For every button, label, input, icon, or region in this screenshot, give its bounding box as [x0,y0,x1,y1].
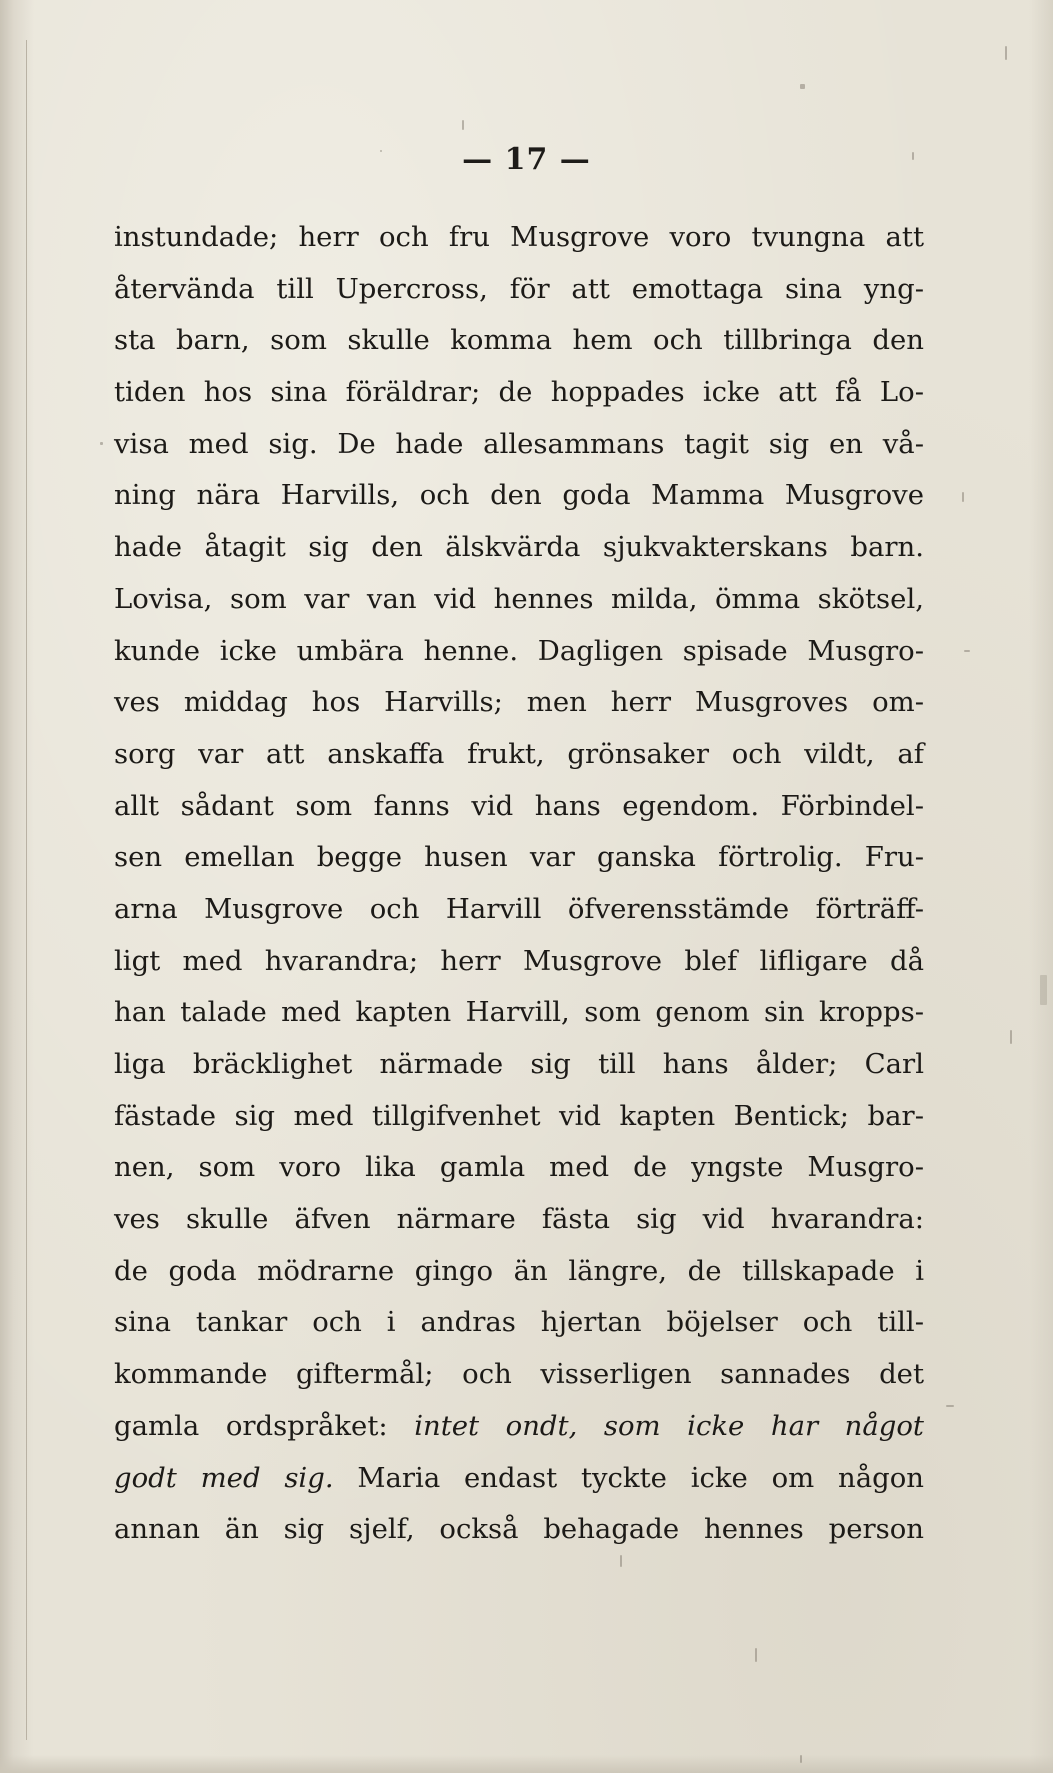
text-segment: sta barn, som skulle komma hem och tillbringa den [114,324,924,357]
text-segment: ning nära Harvills, och den goda Mamma Musgrove [114,479,924,512]
paper-speck [462,120,464,130]
paper-speck [800,1755,802,1763]
text-segment: allt sådant som fanns vid hans egendom. Förbindel- [114,789,924,822]
page-bottom-edge [0,1755,1053,1773]
italic-text: godt med sig. [114,1461,334,1494]
text-segment: liga bräcklighet närmade sig till hans ålder; Carl [114,1048,924,1080]
text-segment: han talade med kapten Harvill, som genom sin kropps- [114,996,924,1029]
text-line [114,1142,924,1194]
text-segment: sorg var att anskaffa frukt, grönsaker och vildt, af [114,737,924,770]
text-segment: visa med sig. De hade allesammans tagit sig en vå- [114,427,924,460]
text-line [114,367,924,419]
paper-speck [946,1405,954,1407]
text-segment: sen emellan begge husen var ganska förtrolig. Fru- [114,841,924,874]
text-segment: ligt med hvarandra; herr Musgrove blef lifligare då [114,944,924,977]
text-line [114,470,924,522]
text-line [114,1297,924,1349]
text-segment: Maria endast tyckte icke om någon [333,1461,924,1494]
text-segment: instundade; herr och fru Musgrove voro tvungna att [114,221,924,253]
paper-speck [620,1555,622,1567]
text-line [114,729,924,781]
text-line [114,1349,924,1401]
text-segment: fästade sig med tillgifvenhet vid kapten Bentick; bar- [114,1099,924,1132]
text-line [114,1246,924,1298]
text-line [114,522,924,574]
paper-speck [1040,975,1047,1005]
text-segment: sina tankar och i andras hjertan böjelser och till- [114,1306,924,1339]
text-line [114,1401,924,1453]
text-segment: tiden hos sina föräldrar; de hoppades icke att få Lo- [114,376,924,409]
text-line [114,315,924,367]
text-segment: ves middag hos Harvills; men herr Musgroves om- [114,686,924,719]
text-segment: Lovisa, som var van vid hennes milda, ömma skötsel, [114,582,924,615]
text-segment: nen, som voro lika gamla med de yngste Musgro- [114,1151,924,1184]
paper-speck [800,84,805,89]
text-segment: hade åtagit sig den älskvärda sjukvakterskans barn. [114,531,924,564]
paper-speck [962,492,964,502]
page-right-edge [1029,0,1053,1773]
text-line [114,1453,924,1505]
text-segment: de goda mödrarne gingo än längre, de tillskapade i [114,1254,924,1287]
text-line [114,1039,924,1091]
text-line [114,832,924,884]
text-line [114,1504,924,1556]
text-line [114,781,924,833]
paper-speck [1005,46,1007,60]
paper-speck [100,442,103,445]
text-segment: arna Musgrove och Harvill öfverensstämde förträff- [114,892,924,925]
page-number: — 17 — [462,142,591,177]
text-line [114,1091,924,1143]
text-segment: gamla ordspråket: [114,1409,415,1442]
text-line [114,264,924,316]
text-line [114,1194,924,1246]
text-segment: ves skulle äfven närmare fästa sig vid hvarandra: [114,1203,924,1236]
text-segment: kunde icke umbära henne. Dagligen spisade Musgro- [114,634,924,667]
text-line [114,884,924,936]
text-segment: annan än sig sjelf, också behagade hennes person [114,1513,924,1546]
text-line [114,987,924,1039]
text-line [114,212,924,264]
page-left-edge-line [26,40,27,1740]
text-segment: återvända till Upercross, för att emottaga sina yng- [114,272,924,305]
text-line [114,626,924,678]
body-text [114,212,924,1556]
text-segment: kommande giftermål; och visserligen sannades det [114,1358,924,1391]
text-line [114,936,924,988]
text-line [114,574,924,626]
paper-speck [755,1648,757,1662]
paper-speck [1010,1030,1012,1044]
italic-text: intet ondt, som icke har något [414,1409,924,1442]
page-left-edge [0,0,34,1773]
text-line [114,677,924,729]
paper-speck [964,650,970,652]
text-line [114,419,924,471]
